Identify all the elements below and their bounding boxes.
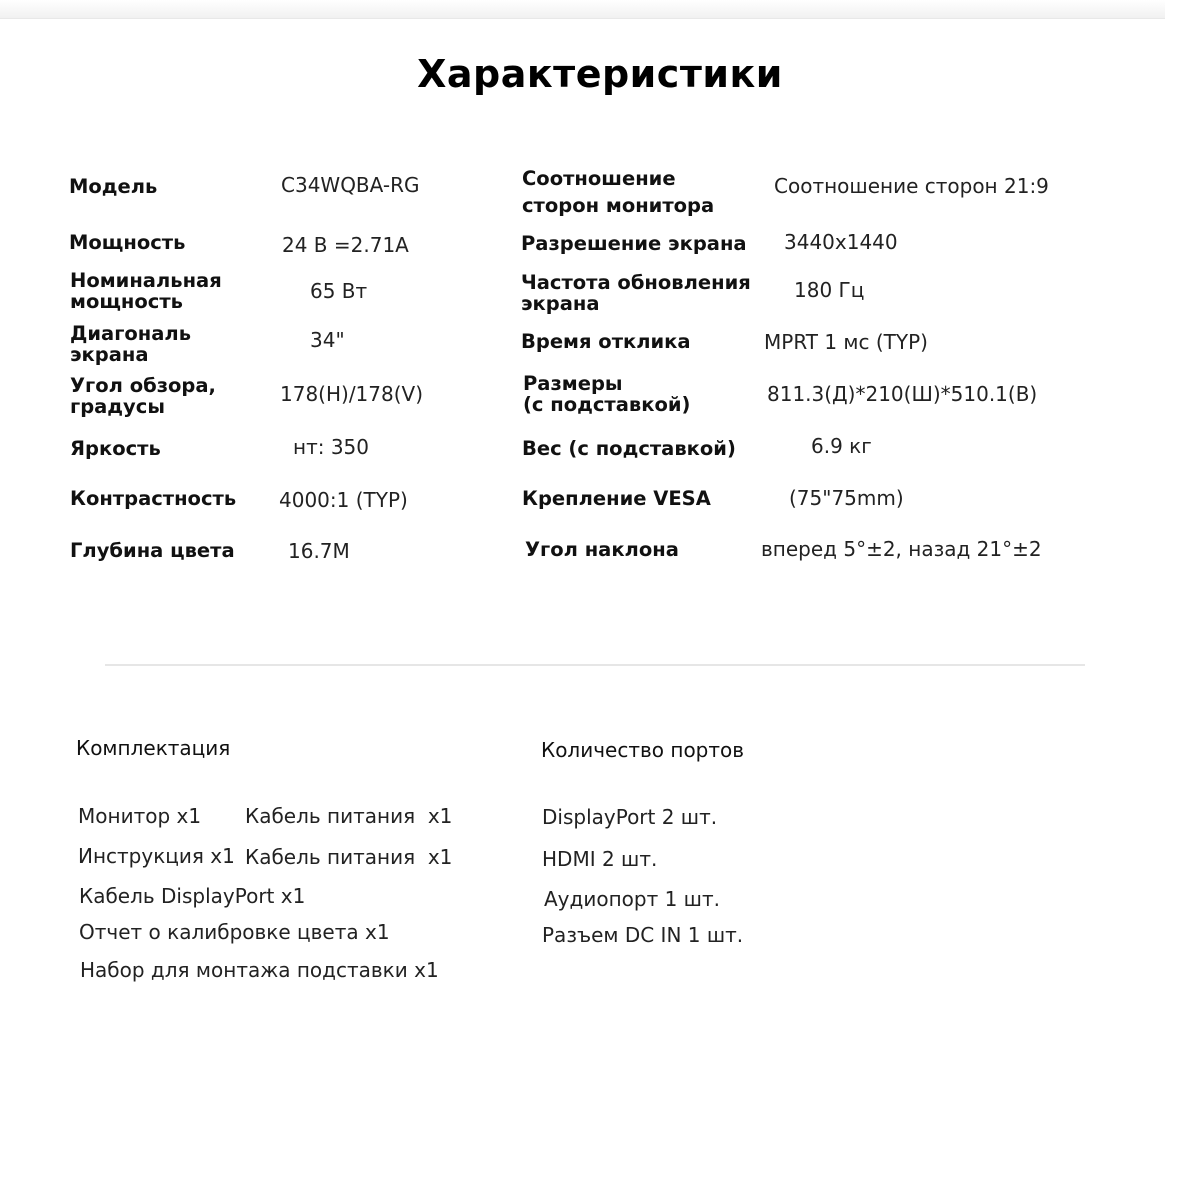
package-item: Монитор x1: [78, 804, 202, 828]
package-item: Кабель питания x1: [245, 845, 453, 869]
spec-value-brightness: нт: 350: [293, 435, 369, 459]
spec-label-diagonal: Диагональ экрана: [70, 322, 192, 367]
package-item: Инструкция x1: [78, 844, 235, 868]
package-item: Набор для монтажа подставки x1: [80, 958, 439, 982]
spec-value-power: 24 В =2.71A: [282, 233, 409, 257]
spec-value-tilt: вперед 5°±2, назад 21°±2: [761, 537, 1042, 561]
spec-value-resolution: 3440x1440: [784, 230, 898, 254]
port-item: Аудиопорт 1 шт.: [544, 887, 720, 911]
spec-value-viewing-angle: 178(H)/178(V): [280, 382, 424, 406]
spec-label-viewing-angle: Угол обзора, градусы: [70, 374, 216, 419]
spec-label-weight: Вес (с подставкой): [522, 437, 736, 460]
spec-value-refresh-rate: 180 Гц: [794, 278, 865, 302]
package-item: Кабель питания x1: [245, 804, 453, 828]
spec-value-color-depth: 16.7M: [288, 539, 350, 563]
spec-value-model: C34WQBA-RG: [281, 173, 420, 197]
spec-label-vesa: Крепление VESA: [522, 487, 711, 510]
ports-title: Количество портов: [541, 738, 745, 762]
spec-label-power: Мощность: [69, 231, 186, 254]
spec-label-aspect-ratio: Соотношение сторон монитора: [522, 167, 715, 217]
spec-value-dimensions: 811.3(Д)*210(Ш)*510.1(В): [767, 382, 1038, 406]
spec-label-resolution: Разрешение экрана: [521, 232, 747, 255]
spec-value-rated-power: 65 Вт: [310, 279, 368, 303]
page-title: Характеристики: [417, 52, 783, 96]
spec-label-tilt: Угол наклона: [525, 538, 679, 561]
spec-value-weight: 6.9 кг: [811, 434, 872, 458]
spec-value-response-time: MPRT 1 мс (TYP): [764, 330, 928, 354]
package-item: Отчет о калибровке цвета x1: [79, 920, 390, 944]
package-item: Кабель DisplayPort x1: [79, 884, 306, 908]
port-item: HDMI 2 шт.: [542, 847, 658, 871]
port-item: DisplayPort 2 шт.: [542, 805, 718, 829]
spec-label-response-time: Время отклика: [521, 330, 691, 353]
top-bar: [0, 0, 1165, 19]
spec-value-contrast: 4000:1 (TYP): [279, 488, 408, 512]
spec-label-model: Модель: [69, 175, 158, 198]
spec-label-brightness: Яркость: [70, 437, 161, 460]
spec-value-diagonal: 34": [310, 328, 345, 352]
spec-label-dimensions: Размеры (с подставкой): [523, 372, 691, 417]
port-item: Разъем DC IN 1 шт.: [542, 923, 744, 947]
spec-label-rated-power: Номинальная мощность: [70, 269, 222, 314]
spec-label-refresh-rate: Частота обновления экрана: [521, 271, 751, 316]
spec-label-color-depth: Глубина цвета: [70, 539, 235, 562]
section-divider: [105, 664, 1085, 666]
package-title: Комплектация: [76, 736, 231, 760]
spec-value-aspect-ratio: Соотношение сторон 21:9: [774, 174, 1049, 198]
spec-value-vesa: (75"75mm): [789, 486, 904, 510]
spec-label-contrast: Контрастность: [70, 487, 237, 510]
